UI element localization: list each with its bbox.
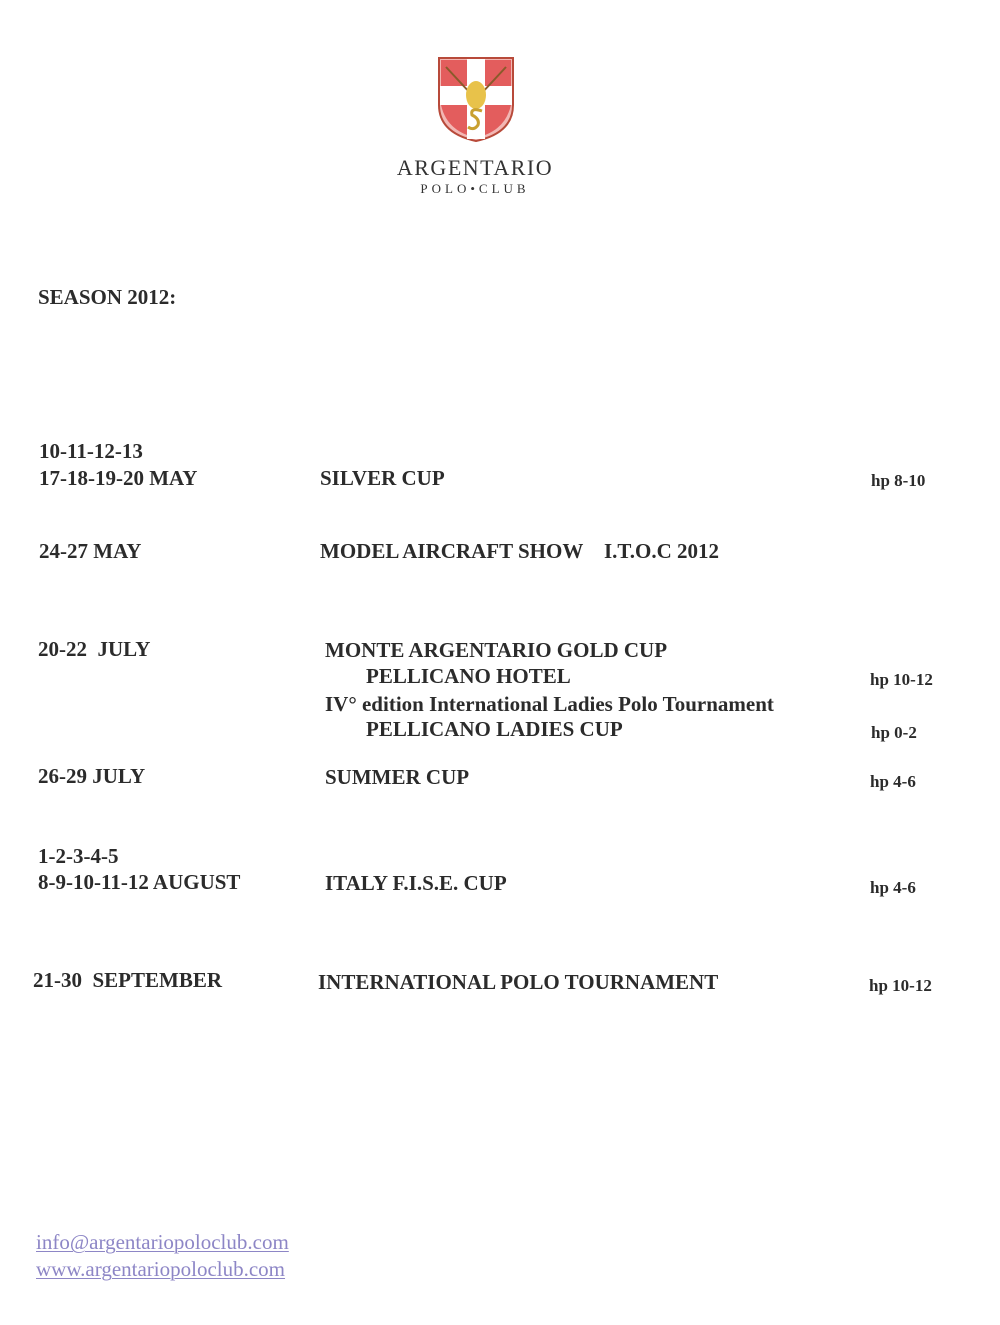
schedule-event: SILVER CUP — [320, 466, 445, 490]
schedule-date: 8-9-10-11-12 AUGUST — [38, 870, 241, 894]
schedule-handicap: hp 0-2 — [871, 723, 917, 742]
schedule-date: 24-27 MAY — [39, 539, 142, 563]
schedule-event: ITALY F.I.S.E. CUP — [325, 871, 507, 895]
schedule-event-sub: PELLICANO HOTEL — [366, 664, 571, 688]
schedule-handicap: hp 8-10 — [871, 471, 926, 490]
schedule-handicap: hp 4-6 — [870, 878, 916, 897]
schedule-handicap: hp 4-6 — [870, 772, 916, 791]
schedule-date: 26-29 JULY — [38, 764, 146, 788]
crest-quarter-tl — [441, 60, 467, 86]
crest-lion-figure — [466, 81, 486, 109]
schedule-event-sub: PELLICANO LADIES CUP — [366, 717, 623, 741]
schedule-date: 20-22 JULY — [38, 637, 151, 661]
email-link[interactable]: info@argentariopoloclub.com — [36, 1230, 289, 1254]
schedule-date: 1-2-3-4-5 — [38, 844, 119, 868]
brand-subtitle: POLO•CLUB — [420, 181, 530, 196]
schedule-event: IV° edition International Ladies Polo Tournament — [325, 692, 774, 716]
club-crest-logo — [436, 55, 516, 143]
schedule-date: 17-18-19-20 MAY — [39, 466, 198, 490]
schedule-event: MONTE ARGENTARIO GOLD CUP — [325, 638, 668, 662]
brand-name: ARGENTARIO — [396, 155, 554, 180]
website-link[interactable]: www.argentariopoloclub.com — [36, 1257, 286, 1281]
season-heading: SEASON 2012: — [38, 285, 177, 309]
schedule-event: INTERNATIONAL POLO TOURNAMENT — [318, 970, 719, 994]
schedule-date: 10-11-12-13 — [39, 439, 143, 463]
schedule-event: MODEL AIRCRAFT SHOW I.T.O.C 2012 — [320, 539, 720, 563]
schedule-event: SUMMER CUP — [325, 765, 470, 789]
schedule-handicap: hp 10-12 — [870, 670, 933, 689]
schedule-handicap: hp 10-12 — [869, 976, 932, 995]
crest-quarter-tr — [485, 60, 511, 86]
schedule-date: 21-30 SEPTEMBER — [33, 968, 223, 992]
